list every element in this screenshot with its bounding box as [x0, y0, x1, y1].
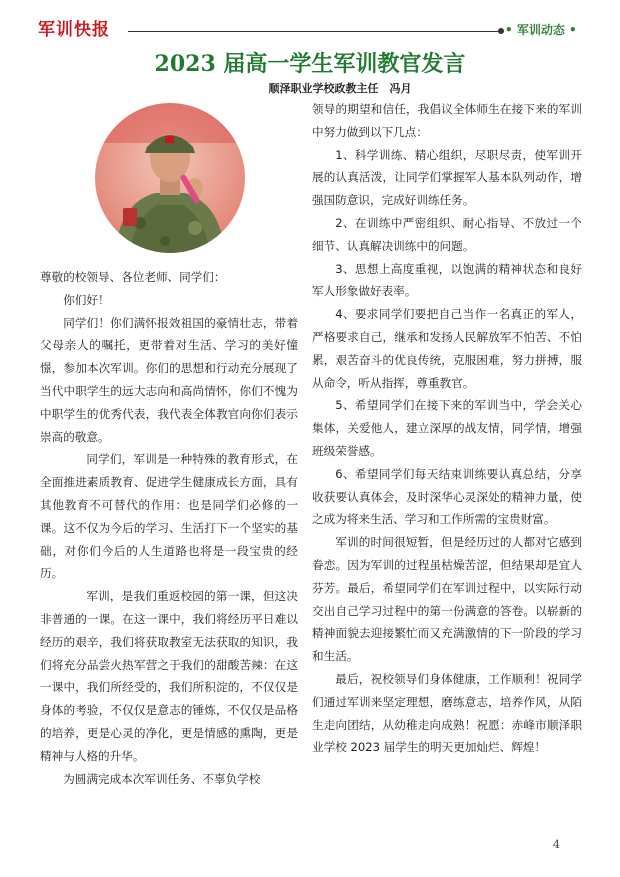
masthead	[0, 0, 620, 40]
paragraph: 领导的期望和信任，我倡议全体师生在接下来的军训中努力做到以下几点：	[312, 102, 582, 139]
speaker-photo	[95, 103, 245, 253]
page-number: 4	[553, 838, 560, 851]
article-title: 2023 届高一学生军训教官发言	[154, 51, 466, 77]
list-item: 3、思想上高度重视，以饱满的精神状态和良好军人形象做好表率。	[312, 261, 582, 299]
article-column-right	[312, 98, 582, 759]
newsletter-name: 军训快报	[38, 20, 110, 40]
greeting: 你们好！	[63, 292, 110, 307]
paragraph: 同学们！你们满怀报效祖国的豪情壮志，带着父母亲人的嘱托，更带着对生活、学习的美好憧憬，参加本次军训。你们的思想和行动充分展现了当代中职学生的远大志向和高尚情怀，你们不愧为中职学生的优秀代表，我代表全体教官向你们表示崇高的敬意。	[40, 315, 298, 444]
article-column-left	[40, 266, 298, 790]
paragraph: 最后，祝校领导们身体健康，工作顺利！祝同学们通过军训来坚定理想，磨练意志，培养作风，从陌生走向团结，从幼稚走向成熟！祝愿：赤峰市顺泽职业学校 2023 届学生的明天更加灿烂、辉煌！	[312, 671, 582, 755]
list-item: 2、在训练中严密组织、耐心指导、不放过一个细节、认真解决训练中的问题。	[312, 215, 582, 253]
paragraph: 为圆满完成本次军训任务、不辜负学校	[63, 771, 261, 786]
section-label: • 军训动态 •	[505, 23, 577, 37]
paragraph: 军训的时间很短暂，但是经历过的人都对它感到眷恋。因为军训的过程虽枯燥苦涩，但结果却是宜人芬芳。最后，希望同学们在军训过程中，以实际行动交出自己学习过程中的第一份满意的答卷。以崭新的精神面貌去迎接繁忙而又充满激情的下一阶段的学习和生活。	[312, 535, 582, 664]
header-rule-dot	[498, 28, 504, 34]
header-rule	[128, 31, 503, 32]
list-item: 4、要求同学们要把自己当作一名真正的军人，严格要求自己，继承和发扬人民解放军不怕苦、不怕累，艰苦奋斗的优良传统，克服困难，努力拼搏，服从命令，听从指挥，尊重教官。	[312, 307, 582, 390]
paragraph: 同学们，军训是一种特殊的教育形式，在全面推进素质教育、促进学生健康成长方面，具有其他教育不可替代的作用：也是同学们必修的一课。这不仅为今后的学习、生活打下一个坚实的基础，对你们今后的人生道路也将是一段宝贵的经历。	[40, 452, 298, 581]
list-item: 6、希望同学们每天结束训练要认真总结，分享收获要认真体会，及时深华心灵深处的精神力量，使之成为将来生活、学习和工作所需的宝贵财富。	[312, 466, 582, 527]
list-item: 1、科学训练、精心组织，尽职尽责，使军训开展的认真活泼，让同学们掌握军人基本队列动作，增强国防意识，完成好训练任务。	[312, 147, 582, 208]
list-item: 5、希望同学们在接下来的军训当中，学会关心集体，关爱他人，建立深厚的战友情，同学情，增强班级荣誉感。	[312, 398, 582, 458]
salutation: 尊敬的校领导、各位老师、同学们：	[40, 270, 226, 284]
paragraph: 军训，是我们重返校园的第一课，但这决非普通的一课。在这一课中，我们将经历平日难以经历的艰辛，我们将获取教室无法获取的知识，我们将充分品尝火热军营之于我们的甜酸苦辣：在这一课中，我们所经受的，我们所积淀的，不仅仅是身体的考验，不仅仅是意志的锤炼，不仅仅是品格的培养，更是心灵的净化，更是情感的熏陶，更是精神与人格的升华。	[40, 589, 298, 763]
article-byline: 顺泽职业学校政教主任 冯月	[268, 82, 412, 95]
